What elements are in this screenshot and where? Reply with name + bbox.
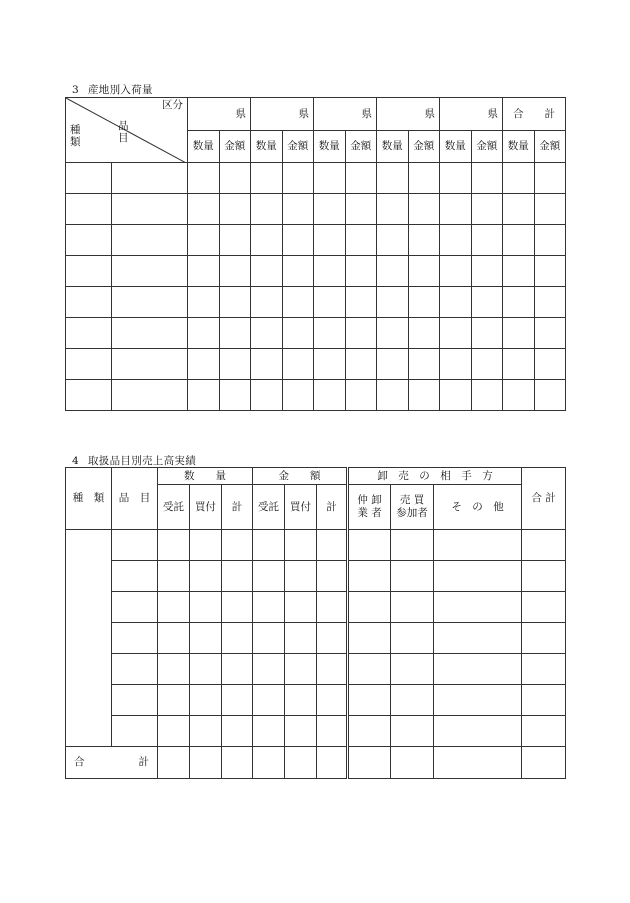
t3-cell	[377, 349, 409, 380]
t3-cell	[408, 349, 440, 380]
t4-cell	[253, 623, 285, 654]
t4-total-cell	[222, 747, 253, 779]
t4-row	[66, 530, 566, 561]
t3-cell	[112, 380, 188, 411]
t3-prefecture-2: 県	[251, 98, 314, 131]
t4-cell	[222, 716, 253, 747]
t3-cell	[66, 318, 112, 349]
t3-body	[66, 163, 566, 411]
t4-cell	[391, 716, 434, 747]
t3-row	[66, 349, 566, 380]
t4-cell	[190, 654, 222, 685]
t4-cell	[434, 716, 522, 747]
t3-cell	[314, 256, 346, 287]
t4-cell	[253, 685, 285, 716]
t4-qty-itaku: 受託	[158, 485, 190, 530]
t4-cell	[522, 716, 566, 747]
t4-total-right: 計	[138, 756, 149, 769]
t4-cell	[434, 592, 522, 623]
t3-cell	[377, 318, 409, 349]
t3-cell	[377, 194, 409, 225]
t3-cell	[471, 318, 503, 349]
t4-total-cell	[190, 747, 222, 779]
t4-cell	[112, 530, 158, 561]
t3-prefecture-5: 県	[440, 98, 503, 131]
t3-cell	[112, 318, 188, 349]
t3-cell	[377, 380, 409, 411]
t4-cell	[190, 623, 222, 654]
t4-sonota-header: そ の 他	[434, 485, 522, 530]
section4-number: 4	[72, 455, 79, 467]
t3-cell	[471, 256, 503, 287]
t4-oroshi-header: 卸 売 の 相 手 方	[348, 468, 522, 485]
t3-cell	[503, 256, 535, 287]
t3-cell	[503, 318, 535, 349]
t4-cell	[112, 623, 158, 654]
t3-cell	[408, 287, 440, 318]
t3-cell	[408, 256, 440, 287]
t4-cell	[391, 623, 434, 654]
t3-sub-quantity-3: 数量	[314, 131, 346, 163]
t4-total-cell	[522, 747, 566, 779]
t4-cell	[434, 623, 522, 654]
t4-cell	[317, 685, 348, 716]
t3-cell	[471, 163, 503, 194]
t3-cell	[282, 256, 314, 287]
t4-total-cell	[158, 747, 190, 779]
t4-cell	[522, 561, 566, 592]
t3-cell	[314, 349, 346, 380]
t3-cell	[534, 225, 566, 256]
t4-cell	[112, 654, 158, 685]
t3-cell	[282, 163, 314, 194]
t4-cell	[253, 592, 285, 623]
t4-baibai-line1: 売 買	[399, 494, 425, 507]
section3-title	[72, 82, 153, 97]
t3-cell	[112, 225, 188, 256]
t4-total-cell	[285, 747, 317, 779]
t3-cell	[251, 256, 283, 287]
t3-cell	[219, 256, 251, 287]
t4-cell	[222, 561, 253, 592]
t4-cell	[317, 592, 348, 623]
t3-cell	[440, 349, 472, 380]
t4-cell	[158, 716, 190, 747]
t4-amt-kaitsuke: 買付	[285, 485, 317, 530]
t3-cell	[219, 318, 251, 349]
t4-baibai-stack	[396, 494, 428, 519]
t4-cell	[253, 716, 285, 747]
t4-amt-itaku: 受託	[253, 485, 285, 530]
t3-sub-quantity-4: 数量	[377, 131, 409, 163]
t4-cell	[522, 592, 566, 623]
t4-header-row-1	[66, 468, 566, 485]
t3-cell	[112, 349, 188, 380]
t4-total-row	[66, 747, 566, 779]
t3-cell	[471, 380, 503, 411]
t3-cell	[188, 163, 220, 194]
t4-cell	[348, 530, 391, 561]
t4-shurui-header: 種 類	[66, 468, 112, 530]
t3-cell	[188, 194, 220, 225]
t4-nakaoroshi-line1: 仲 卸	[357, 494, 382, 507]
t3-cell	[314, 194, 346, 225]
t3-cell	[534, 287, 566, 318]
t3-cell	[188, 225, 220, 256]
t4-total-label-cell	[66, 747, 158, 779]
t4-cell	[285, 685, 317, 716]
t3-cell	[345, 380, 377, 411]
t3-cell	[188, 349, 220, 380]
t3-cell	[503, 225, 535, 256]
t4-cell	[158, 530, 190, 561]
t3-cell	[282, 380, 314, 411]
t3-cell	[251, 287, 283, 318]
t3-sub-quantity-5: 数量	[440, 131, 472, 163]
t3-row	[66, 287, 566, 318]
t3-cell	[188, 256, 220, 287]
t3-sub-amount-2: 金額	[282, 131, 314, 163]
t3-cell	[219, 225, 251, 256]
t3-cell	[345, 318, 377, 349]
t4-total-cell	[317, 747, 348, 779]
t3-cell	[503, 163, 535, 194]
t3-prefecture-4: 県	[377, 98, 440, 131]
t4-total-cell	[434, 747, 522, 779]
t4-total-cell	[253, 747, 285, 779]
t4-cell	[348, 592, 391, 623]
t4-cell	[434, 561, 522, 592]
t3-kubun-label: 区分	[162, 99, 183, 111]
t4-qty-kei: 計	[222, 485, 253, 530]
t3-cell	[112, 163, 188, 194]
t3-cell	[66, 380, 112, 411]
t4-cell	[285, 654, 317, 685]
t4-amt-kei: 計	[317, 485, 348, 530]
t4-nakaoroshi-header	[348, 485, 391, 530]
t3-cell	[408, 318, 440, 349]
t3-cell	[377, 225, 409, 256]
t4-cell	[348, 685, 391, 716]
t4-cell	[112, 592, 158, 623]
t4-baibai-line2: 参加者	[396, 507, 428, 519]
t4-cell	[190, 561, 222, 592]
t3-cell	[251, 318, 283, 349]
t4-total-left: 合	[74, 756, 85, 769]
t4-nakaoroshi-line2: 業 者	[357, 507, 382, 519]
t4-cell	[522, 685, 566, 716]
t3-cell	[440, 225, 472, 256]
section4-title-text: 取扱品目別売上高実績	[88, 455, 196, 467]
t3-cell	[282, 318, 314, 349]
t3-cell	[251, 163, 283, 194]
t3-cell	[345, 287, 377, 318]
t3-cell	[534, 349, 566, 380]
t3-cell	[408, 380, 440, 411]
t3-cell	[377, 163, 409, 194]
t4-cell	[285, 716, 317, 747]
t3-row	[66, 256, 566, 287]
t4-suryo-header: 数 量	[158, 468, 253, 485]
t4-cell	[158, 654, 190, 685]
t3-cell	[66, 349, 112, 380]
t4-cell	[522, 623, 566, 654]
t3-row	[66, 380, 566, 411]
section4-title	[72, 453, 196, 468]
t4-cell	[391, 592, 434, 623]
t4-baibai-header	[391, 485, 434, 530]
t3-cell	[66, 163, 112, 194]
t4-cell	[317, 654, 348, 685]
t4-cell	[285, 592, 317, 623]
t4-cell	[317, 530, 348, 561]
t4-cell	[253, 530, 285, 561]
t3-cell	[314, 287, 346, 318]
t4-cell	[222, 592, 253, 623]
t3-cell	[314, 318, 346, 349]
t3-shurui-label: 種 類	[70, 124, 81, 148]
t3-cell	[534, 163, 566, 194]
t4-cell	[112, 685, 158, 716]
t3-sub-quantity-2: 数量	[251, 131, 283, 163]
t3-cell	[219, 380, 251, 411]
t3-sub-amount-5: 金額	[471, 131, 503, 163]
t4-cell	[285, 623, 317, 654]
t3-cell	[219, 194, 251, 225]
t3-cell	[440, 194, 472, 225]
t3-cell	[440, 287, 472, 318]
t4-row	[66, 654, 566, 685]
t3-cell	[503, 287, 535, 318]
t3-cell	[408, 163, 440, 194]
t3-cell	[471, 225, 503, 256]
t3-cell	[503, 349, 535, 380]
t3-cell	[345, 194, 377, 225]
t3-cell	[345, 163, 377, 194]
t3-cell	[66, 287, 112, 318]
t4-row	[66, 561, 566, 592]
t3-cell	[534, 194, 566, 225]
t3-cell	[66, 194, 112, 225]
t4-total-cell	[391, 747, 434, 779]
section3-title-text: 産地別入荷量	[88, 84, 153, 96]
t3-cell	[314, 163, 346, 194]
t3-cell	[534, 380, 566, 411]
t3-header-row-1	[66, 98, 566, 131]
t3-row	[66, 163, 566, 194]
t4-cell	[348, 623, 391, 654]
t3-corner-cell	[66, 98, 188, 163]
t3-cell	[440, 163, 472, 194]
t3-cell	[345, 349, 377, 380]
t3-cell	[112, 287, 188, 318]
t4-cell	[222, 623, 253, 654]
t3-total-header: 合 計	[503, 98, 566, 131]
t4-cell	[317, 561, 348, 592]
t4-cell	[348, 716, 391, 747]
t3-cell	[377, 287, 409, 318]
t4-cell	[285, 561, 317, 592]
t3-cell	[408, 194, 440, 225]
t3-cell	[112, 256, 188, 287]
t4-cell	[112, 561, 158, 592]
t3-cell	[440, 256, 472, 287]
t3-cell	[219, 349, 251, 380]
t3-cell	[188, 318, 220, 349]
t3-hinmoku-label: 品 目	[118, 120, 129, 144]
t4-cell	[222, 685, 253, 716]
t4-qty-kaitsuke: 買付	[190, 485, 222, 530]
t4-cell	[158, 592, 190, 623]
t4-nakaoroshi-stack	[357, 494, 381, 519]
t3-cell	[440, 318, 472, 349]
section3-number: 3	[72, 84, 79, 96]
t3-sub-amount-6: 金額	[534, 131, 566, 163]
t3-prefecture-1: 県	[188, 98, 251, 131]
t4-cell	[253, 561, 285, 592]
t3-cell	[503, 380, 535, 411]
t3-cell	[408, 225, 440, 256]
t4-cell	[522, 654, 566, 685]
t3-cell	[66, 225, 112, 256]
t4-cell	[112, 716, 158, 747]
t4-cell	[222, 530, 253, 561]
t3-cell	[188, 287, 220, 318]
t4-body	[66, 530, 566, 747]
t3-sub-quantity-1: 数量	[188, 131, 220, 163]
t3-cell	[314, 380, 346, 411]
t4-cell	[434, 654, 522, 685]
t4-cell	[348, 654, 391, 685]
t4-cell	[317, 716, 348, 747]
t3-cell	[251, 380, 283, 411]
t4-row	[66, 592, 566, 623]
t4-cell	[253, 654, 285, 685]
t4-row	[66, 685, 566, 716]
t3-cell	[440, 380, 472, 411]
t4-cell	[158, 561, 190, 592]
t3-cell	[534, 318, 566, 349]
t4-cell	[190, 716, 222, 747]
t3-cell	[282, 349, 314, 380]
t3-cell	[219, 287, 251, 318]
t3-cell	[282, 225, 314, 256]
t4-cell	[391, 530, 434, 561]
t4-total-cell	[348, 747, 391, 779]
t3-cell	[66, 256, 112, 287]
t3-cell	[314, 225, 346, 256]
t4-kingaku-header: 金 額	[253, 468, 348, 485]
t3-cell	[282, 194, 314, 225]
t4-cell	[190, 530, 222, 561]
t3-sub-amount-1: 金額	[219, 131, 251, 163]
t3-cell	[251, 349, 283, 380]
t4-cell	[434, 685, 522, 716]
t3-cell	[112, 194, 188, 225]
t3-prefecture-3: 県	[314, 98, 377, 131]
t4-hinmoku-header: 品 目	[112, 468, 158, 530]
t3-cell	[219, 163, 251, 194]
t3-cell	[345, 256, 377, 287]
t3-row	[66, 194, 566, 225]
t3-sub-amount-3: 金額	[345, 131, 377, 163]
t4-cell	[285, 530, 317, 561]
t4-cell	[158, 623, 190, 654]
t4-row	[66, 623, 566, 654]
t3-cell	[471, 194, 503, 225]
t4-cell	[190, 685, 222, 716]
t4-cell	[317, 623, 348, 654]
t4-cell	[391, 685, 434, 716]
t4-cell	[222, 654, 253, 685]
t4-shurui-cell	[66, 530, 112, 747]
t4-cell	[391, 561, 434, 592]
t4-cell	[434, 530, 522, 561]
t3-cell	[188, 380, 220, 411]
t3-sub-quantity-6: 数量	[503, 131, 535, 163]
t4-row	[66, 716, 566, 747]
t3-cell	[471, 287, 503, 318]
t3-cell	[503, 194, 535, 225]
t4-total-label	[66, 756, 157, 768]
t4-cell	[158, 685, 190, 716]
t3-cell	[251, 194, 283, 225]
origin-arrivals-table	[65, 97, 566, 411]
t3-cell	[471, 349, 503, 380]
t4-cell	[391, 654, 434, 685]
t3-cell	[534, 256, 566, 287]
t3-row	[66, 318, 566, 349]
sales-results-table	[65, 467, 566, 779]
t4-total-header: 合 計	[522, 468, 566, 530]
t4-cell	[348, 561, 391, 592]
t3-cell	[251, 225, 283, 256]
t4-cell	[522, 530, 566, 561]
t3-cell	[377, 256, 409, 287]
t3-cell	[345, 225, 377, 256]
t4-cell	[190, 592, 222, 623]
t3-sub-amount-4: 金額	[408, 131, 440, 163]
t3-cell	[282, 287, 314, 318]
t3-row	[66, 225, 566, 256]
